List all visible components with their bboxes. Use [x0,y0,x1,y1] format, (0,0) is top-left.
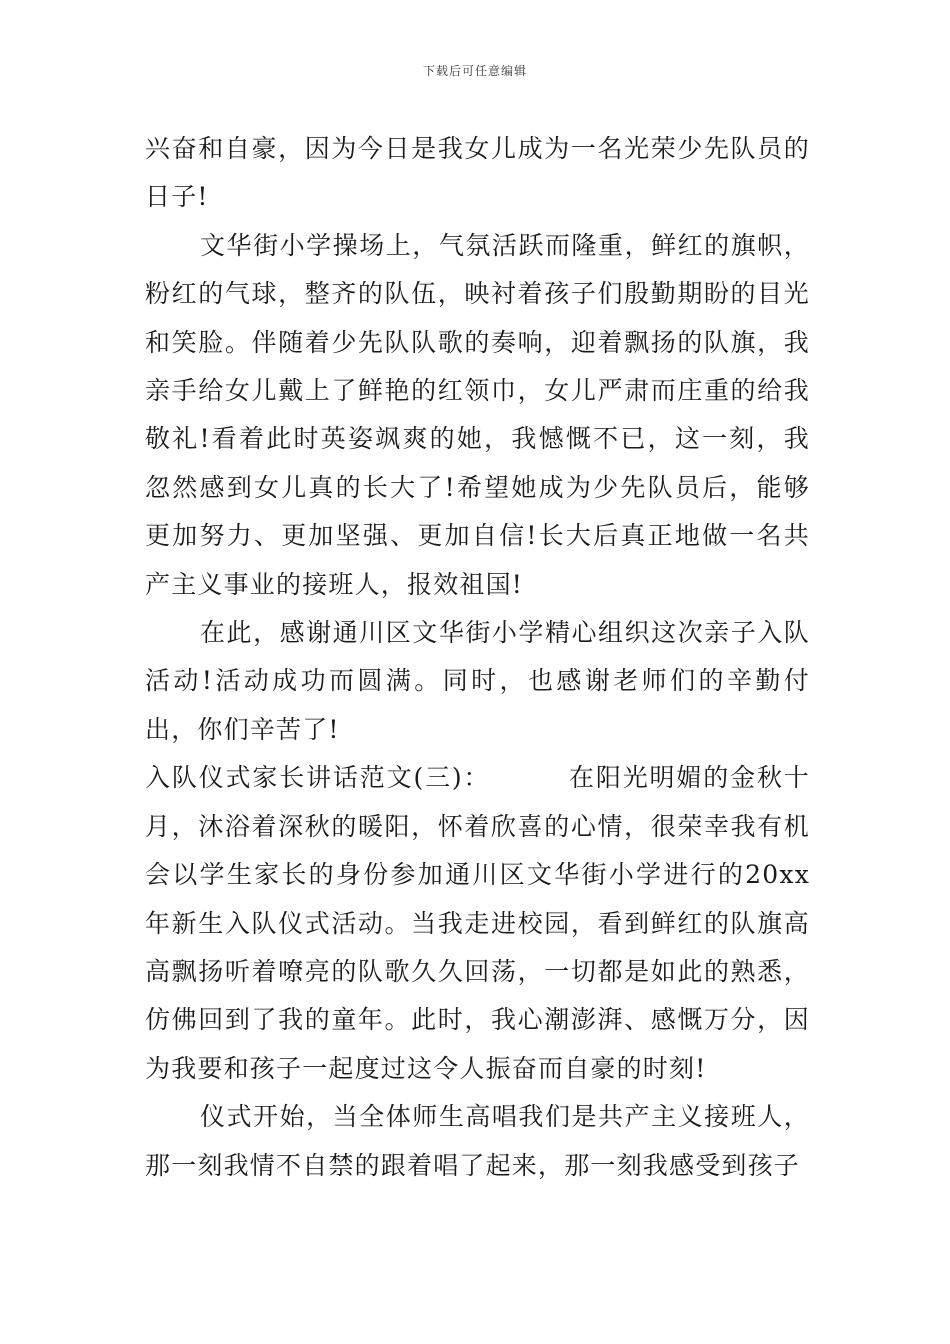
paragraph-continuation: 兴奋和自豪，因为今日是我女儿成为一名光荣少先队员的日子! [145,134,810,212]
header-note: 下载后可任意编辑 [422,64,527,78]
paragraph-ceremony: 仪式开始，当全体师生高唱我们是共产主义接班人，那一刻我情不自禁的跟着唱了起来，那一刻我感受到孩子 [145,1102,810,1180]
document-body [145,125,810,1190]
paragraph-thanks: 在此，感谢通川区文华街小学精心组织这次亲子入队活动!活动成功而圆满。同时，也感谢老师们的辛勤付出，你们辛苦了! [145,618,810,744]
section-heading: 入队仪式家长讲话范文(三)： [145,763,491,793]
paragraph-section-three [145,754,810,1093]
section-three-text: 在阳光明媚的金秋十月，沐浴着深秋的暖阳，怀着欣喜的心情，很荣幸我有机会以学生家长的身份参加通川区文华街小学进行的20xx年新生入队仪式活动。当我走进校园，看到鲜红的队旗高高飘扬听着嘹亮的队歌久久回荡，一切都是如此的熟悉，仿佛回到了我的童年。此时，我心潮澎湃、感慨万分，因为我要和孩子一起度过这令人振奋而自豪的时刻! [145,763,810,1083]
paragraph-playground: 文华街小学操场上，气氛活跃而隆重，鲜红的旗帜，粉红的气球，整齐的队伍，映衬着孩子们殷勤期盼的目光和笑脸。伴随着少先队队歌的奏响，迎着飘扬的队旗，我亲手给女儿戴上了鲜艳的红领巾，女儿严肃而庄重的给我敬礼!看着此时英姿飒爽的她，我憾慨不已，这一刻，我忽然感到女儿真的长大了!希望她成为少先队员后，能够更加努力、更加坚强、更加自信!长大后真正地做一名共产主义事业的接班人，报效祖国! [145,230,810,599]
